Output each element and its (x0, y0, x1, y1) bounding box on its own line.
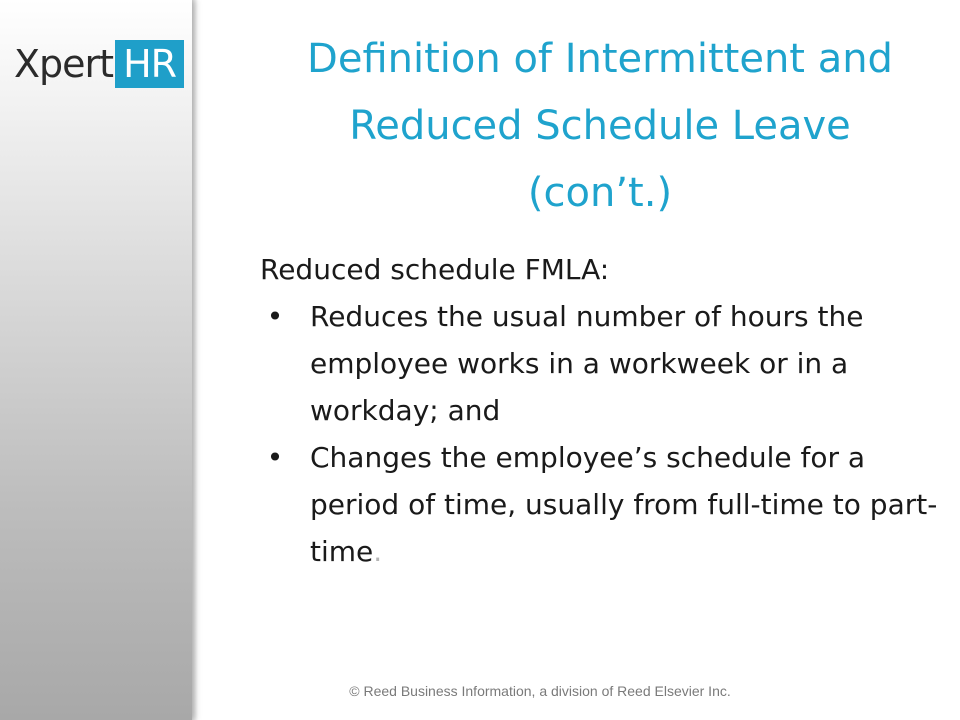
body-heading: Reduced schedule FMLA: (260, 253, 610, 286)
title-line-3: (con’t.) (527, 170, 673, 216)
logo-hr-text: HR (115, 40, 184, 88)
slide-title (250, 26, 950, 227)
bullet-trailing-period: . (373, 535, 383, 568)
bullet-list (260, 293, 940, 575)
bullet-item (260, 434, 940, 575)
title-line-2: Reduced Schedule Leave (349, 103, 851, 149)
xperthr-logo (14, 40, 184, 88)
bullet-dot-icon: • (266, 441, 284, 474)
bullet-item (260, 293, 940, 434)
bullet-text: Changes the employee’s schedule for a period of time, usually from full-time to part-time (310, 441, 938, 568)
sidebar-shadow (192, 0, 198, 720)
left-sidebar (0, 0, 192, 720)
footer-copyright: © Reed Business Information, a division of Reed Elsevier Inc. (349, 683, 731, 699)
title-line-1: Definition of Intermittent and (307, 36, 893, 82)
slide-body (260, 246, 940, 575)
logo-xpert-text: Xpert (14, 42, 114, 86)
bullet-text: Reduces the usual number of hours the employee works in a workweek or in a workday; and (310, 300, 864, 427)
bullet-dot-icon: • (266, 300, 284, 333)
